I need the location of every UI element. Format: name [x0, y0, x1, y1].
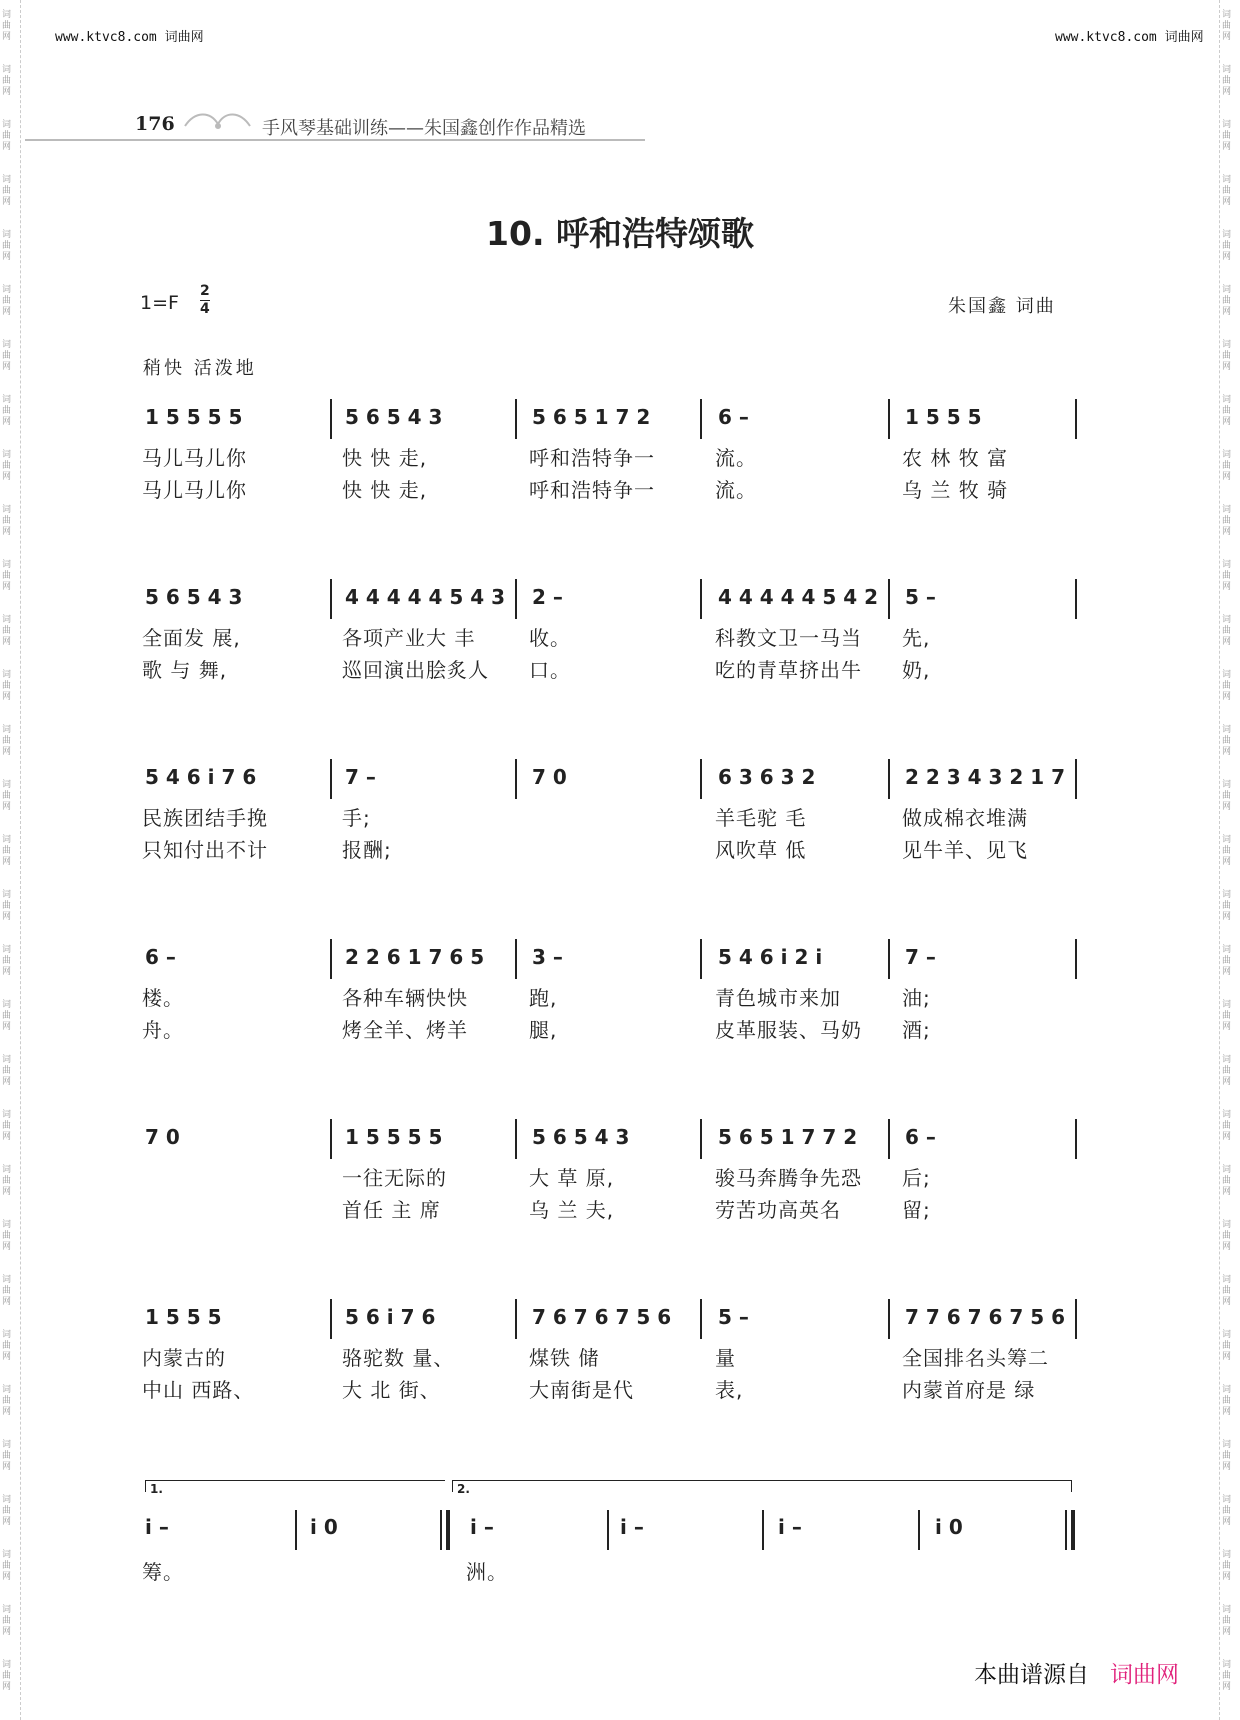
lyric-verse1: 后; — [902, 1166, 931, 1190]
lyric-verse2: 吃的青草挤出牛 — [715, 658, 862, 682]
barline — [700, 759, 702, 799]
side-watermark-text: 词曲网 — [1222, 1660, 1232, 1692]
score-system — [0, 405, 1240, 555]
measure-notes: 5 4 6 i 7 6 — [145, 765, 257, 789]
barline — [515, 579, 517, 619]
measure-notes: 7 0 — [532, 765, 567, 789]
barline — [515, 939, 517, 979]
ornament-icon — [180, 106, 260, 136]
side-watermark-text: 词曲网 — [2, 1550, 12, 1582]
side-watermark-text: 词曲网 — [2, 340, 12, 372]
measure-notes: 4 4 4 4 4 5 4 3 — [345, 585, 506, 609]
side-watermark-text: 词曲网 — [2, 120, 12, 152]
side-watermark-text: 词曲网 — [1222, 725, 1232, 757]
measure-notes: 5 – — [718, 1305, 749, 1329]
side-watermark-text: 词曲网 — [2, 1220, 12, 1252]
final-barline — [1065, 1510, 1067, 1550]
lyric-verse2: 口。 — [529, 658, 571, 682]
lyric-verse2: 呼和浩特争一 — [529, 478, 655, 502]
lyric-verse2: 皮革服装、马奶 — [715, 1018, 862, 1042]
side-watermark-text: 词曲网 — [1222, 1440, 1232, 1472]
barline — [918, 1510, 920, 1550]
lyric-verse2: 乌 兰 牧 骑 — [902, 478, 1009, 502]
measure-notes: 5 – — [905, 585, 936, 609]
side-watermark-text: 词曲网 — [1222, 1055, 1232, 1087]
lyric-verse1: 跑, — [529, 986, 558, 1010]
side-watermark-text: 词曲网 — [2, 285, 12, 317]
lyric-verse2: 乌 兰 夫, — [529, 1198, 615, 1222]
measure-notes: 2 2 3 4 3 2 1 7 — [905, 765, 1066, 789]
ending-measure: i – — [778, 1515, 802, 1539]
side-watermark-text: 词曲网 — [1222, 1000, 1232, 1032]
side-watermark-text: 词曲网 — [2, 10, 12, 42]
lyric-verse1: 量 — [715, 1346, 736, 1370]
lyric-verse1: 全面发 展, — [142, 626, 241, 650]
side-watermark-text: 词曲网 — [1222, 945, 1232, 977]
lyric-verse2: 腿, — [529, 1018, 558, 1042]
lyric-verse1: 民族团结手挽 — [142, 806, 268, 830]
measure-notes: 7 6 7 6 7 5 6 — [532, 1305, 672, 1329]
measure-notes: 1 5 5 5 5 — [345, 1125, 443, 1149]
lyric-verse1: 收。 — [529, 626, 571, 650]
watermark-top-right: www.ktvc8.com 词曲网 — [1055, 30, 1204, 45]
lyric-verse2: 奶, — [902, 658, 931, 682]
source-label: 本曲谱源自 — [974, 1662, 1089, 1688]
barline — [700, 1299, 702, 1339]
barline — [515, 1119, 517, 1159]
side-watermark-text: 词曲网 — [1222, 1550, 1232, 1582]
measure-notes: 2 – — [532, 585, 563, 609]
side-watermark-text: 词曲网 — [2, 1165, 12, 1197]
side-watermark-text: 词曲网 — [1222, 890, 1232, 922]
score-system — [0, 585, 1240, 735]
lyric-verse1: 骏马奔腾争先恐 — [715, 1166, 862, 1190]
measure-notes: 2 2 6 1 7 6 5 — [345, 945, 485, 969]
side-watermark-text: 词曲网 — [2, 1660, 12, 1692]
barline — [700, 399, 702, 439]
side-watermark-text: 词曲网 — [1222, 1165, 1232, 1197]
measure-notes: 5 4 6 i 2 i — [718, 945, 823, 969]
lyric-verse1: 流。 — [715, 446, 757, 470]
watermark-top-left: www.ktvc8.com 词曲网 — [55, 30, 204, 45]
side-watermark-text: 词曲网 — [1222, 1495, 1232, 1527]
barline — [762, 1510, 764, 1550]
barline — [1075, 939, 1077, 979]
lyric-verse2: 歌 与 舞, — [142, 658, 228, 682]
side-watermark-text: 词曲网 — [1222, 230, 1232, 262]
lyric-verse2: 报酬; — [342, 838, 392, 862]
lyric-verse2: 烤全羊、烤羊 — [342, 1018, 468, 1042]
ending-measure: i – — [620, 1515, 644, 1539]
lyric-verse2: 快 快 走, — [342, 478, 428, 502]
measure-notes: 7 0 — [145, 1125, 180, 1149]
side-watermark-text: 词曲网 — [2, 450, 12, 482]
ending-measure: i – — [470, 1515, 494, 1539]
side-watermark-text: 词曲网 — [2, 560, 12, 592]
side-watermark-text: 词曲网 — [2, 780, 12, 812]
source-site-link[interactable]: 词曲网 — [1110, 1662, 1179, 1688]
barline — [888, 1119, 890, 1159]
measure-notes: 5 6 i 7 6 — [345, 1305, 436, 1329]
lyric-verse1: 呼和浩特争一 — [529, 446, 655, 470]
barline — [1075, 1299, 1077, 1339]
measure-notes: 5 6 5 4 3 — [145, 585, 243, 609]
lyric-verse2: 流。 — [715, 478, 757, 502]
volta-1-label: 1. — [150, 1482, 163, 1496]
ending-measure: i – — [145, 1515, 169, 1539]
lyric-verse2: 舟。 — [142, 1018, 184, 1042]
side-watermark-text: 词曲网 — [1222, 10, 1232, 42]
lyric-verse2: 大 北 街、 — [342, 1378, 441, 1402]
barline — [295, 1510, 297, 1550]
side-watermark-text: 词曲网 — [1222, 505, 1232, 537]
repeat-barline-thick — [446, 1510, 450, 1550]
side-watermark-text: 词曲网 — [2, 615, 12, 647]
lyric-verse2: 首任 主 席 — [342, 1198, 441, 1222]
lyric-verse2: 马儿马儿你 — [142, 478, 247, 502]
measure-notes: 1 5 5 5 — [905, 405, 982, 429]
lyric-verse1: 马儿马儿你 — [142, 446, 247, 470]
side-watermark-text: 词曲网 — [2, 945, 12, 977]
score-system — [0, 1125, 1240, 1275]
lyric-verse2: 表, — [715, 1378, 744, 1402]
lyric-verse1: 煤铁 储 — [529, 1346, 600, 1370]
repeat-barline — [440, 1510, 442, 1550]
side-watermark-text: 词曲网 — [1222, 1330, 1232, 1362]
side-watermark-text: 词曲网 — [1222, 1385, 1232, 1417]
lyric-verse1: 手; — [342, 806, 371, 830]
measure-notes: 6 – — [718, 405, 749, 429]
lyric-verse2: 酒; — [902, 1018, 931, 1042]
barline — [515, 759, 517, 799]
volta-2-stem — [452, 1480, 453, 1492]
page-number: 176 — [135, 113, 175, 135]
side-watermark-text: 词曲网 — [2, 1440, 12, 1472]
final-barline-thick — [1071, 1510, 1075, 1550]
barline — [700, 579, 702, 619]
side-watermark-text: 词曲网 — [2, 1495, 12, 1527]
volta-2-end-stem — [1071, 1480, 1072, 1492]
side-watermark-text: 词曲网 — [2, 1330, 12, 1362]
side-watermark-text: 词曲网 — [1222, 65, 1232, 97]
barline — [888, 759, 890, 799]
lyric-verse2: 巡回演出脍炙人 — [342, 658, 489, 682]
measure-notes: 6 – — [905, 1125, 936, 1149]
book-title: 手风琴基础训练——朱国鑫创作作品精选 — [262, 118, 586, 139]
measure-notes: 3 – — [532, 945, 563, 969]
lyric-verse1: 内蒙古的 — [142, 1346, 226, 1370]
side-watermark-text: 词曲网 — [1222, 670, 1232, 702]
barline — [700, 1119, 702, 1159]
lyric-verse2: 中山 西路、 — [142, 1378, 255, 1402]
ending-lyric-2: 洲。 — [466, 1560, 508, 1584]
side-watermark-text: 词曲网 — [2, 670, 12, 702]
side-watermark-text: 词曲网 — [2, 1275, 12, 1307]
key-signature: 1=F — [140, 292, 179, 314]
barline — [888, 579, 890, 619]
measure-notes: 7 7 6 7 6 7 5 6 — [905, 1305, 1066, 1329]
lyric-verse1: 快 快 走, — [342, 446, 428, 470]
lyric-verse1: 青色城市来加 — [715, 986, 841, 1010]
side-watermark-text: 词曲网 — [2, 1605, 12, 1637]
side-watermark-text: 词曲网 — [1222, 1605, 1232, 1637]
side-watermark-text: 词曲网 — [2, 835, 12, 867]
lyric-verse2: 内蒙首府是 绿 — [902, 1378, 1036, 1402]
barline — [1075, 1119, 1077, 1159]
volta-1-bracket — [145, 1480, 445, 1481]
side-watermark-text: 词曲网 — [1222, 175, 1232, 207]
lyric-verse1: 油; — [902, 986, 931, 1010]
lyric-verse2: 风吹草 低 — [715, 838, 807, 862]
measure-notes: 5 6 5 1 7 2 — [532, 405, 651, 429]
lyric-verse1: 羊毛驼 毛 — [715, 806, 807, 830]
barline — [515, 399, 517, 439]
ending-measure: i 0 — [310, 1515, 338, 1539]
side-watermark-text: 词曲网 — [1222, 395, 1232, 427]
lyric-verse1: 全国排名头筹二 — [902, 1346, 1049, 1370]
lyric-verse1: 科教文卫一马当 — [715, 626, 862, 650]
side-watermark-text: 词曲网 — [2, 890, 12, 922]
side-watermark-text: 词曲网 — [2, 1055, 12, 1087]
barline — [330, 579, 332, 619]
lyric-verse1: 大 草 原, — [529, 1166, 615, 1190]
lyric-verse1: 骆驼数 量、 — [342, 1346, 455, 1370]
barline — [888, 399, 890, 439]
barline — [888, 1299, 890, 1339]
lyric-verse1: 各种车辆快快 — [342, 986, 468, 1010]
lyric-verse2: 劳苦功高英名 — [715, 1198, 841, 1222]
barline — [700, 939, 702, 979]
side-watermark-text: 词曲网 — [2, 175, 12, 207]
side-watermark-text: 词曲网 — [2, 1385, 12, 1417]
lyric-verse1: 楼。 — [142, 986, 184, 1010]
side-watermark-text: 词曲网 — [1222, 1110, 1232, 1142]
song-title: 10. 呼和浩特颂歌 — [486, 214, 754, 253]
lyric-verse1: 一往无际的 — [342, 1166, 447, 1190]
volta-2-label: 2. — [457, 1482, 470, 1496]
lyric-verse1: 农 林 牧 富 — [902, 446, 1009, 470]
ending-measure: i 0 — [935, 1515, 963, 1539]
header-rule — [25, 139, 645, 141]
barline — [330, 939, 332, 979]
side-watermark-text: 词曲网 — [2, 395, 12, 427]
measure-notes: 5 6 5 1 7 7 2 — [718, 1125, 858, 1149]
measure-notes: 1 5 5 5 — [145, 1305, 222, 1329]
tempo-marking: 稍快 活泼地 — [143, 358, 257, 379]
measure-notes: 1 5 5 5 5 — [145, 405, 243, 429]
side-watermark-text: 词曲网 — [1222, 1275, 1232, 1307]
ending-lyric-1: 筹。 — [142, 1560, 184, 1584]
side-watermark-text: 词曲网 — [1222, 780, 1232, 812]
barline — [1075, 759, 1077, 799]
side-watermark-text: 词曲网 — [2, 505, 12, 537]
side-watermark-text: 词曲网 — [2, 1110, 12, 1142]
barline — [888, 939, 890, 979]
lyric-verse1: 先, — [902, 626, 931, 650]
composer-credit: 朱国鑫 词曲 — [948, 296, 1056, 317]
barline — [607, 1510, 609, 1550]
volta-2-bracket — [452, 1480, 1072, 1481]
barline — [1075, 399, 1077, 439]
side-watermark-text: 词曲网 — [1222, 450, 1232, 482]
side-watermark-text: 词曲网 — [2, 1000, 12, 1032]
barline — [330, 759, 332, 799]
side-watermark-text: 词曲网 — [2, 65, 12, 97]
side-watermark-text: 词曲网 — [1222, 120, 1232, 152]
measure-notes: 7 – — [345, 765, 376, 789]
side-watermark-text: 词曲网 — [1222, 285, 1232, 317]
measure-notes: 5 6 5 4 3 — [532, 1125, 630, 1149]
measure-notes: 6 3 6 3 2 — [718, 765, 816, 789]
measure-notes: 7 – — [905, 945, 936, 969]
measure-notes: 5 6 5 4 3 — [345, 405, 443, 429]
side-watermark-text: 词曲网 — [1222, 560, 1232, 592]
lyric-verse1: 做成棉衣堆满 — [902, 806, 1028, 830]
barline — [1075, 579, 1077, 619]
side-watermark-text: 词曲网 — [1222, 1220, 1232, 1252]
time-signature: $\frac{2}{4}$ — [200, 283, 210, 317]
barline — [330, 399, 332, 439]
lyric-verse2: 大南街是代 — [529, 1378, 634, 1402]
lyric-verse2: 见牛羊、见飞 — [902, 838, 1028, 862]
side-watermark-text: 词曲网 — [2, 725, 12, 757]
lyric-verse2: 留; — [902, 1198, 931, 1222]
side-watermark-text: 词曲网 — [1222, 835, 1232, 867]
side-watermark-text: 词曲网 — [2, 230, 12, 262]
measure-notes: 6 – — [145, 945, 176, 969]
score-system — [0, 765, 1240, 915]
barline — [330, 1119, 332, 1159]
barline — [330, 1299, 332, 1339]
lyric-verse2: 只知付出不计 — [142, 838, 268, 862]
side-watermark-text: 词曲网 — [1222, 340, 1232, 372]
measure-notes: 4 4 4 4 4 5 4 2 — [718, 585, 879, 609]
score-system — [0, 945, 1240, 1095]
lyric-verse1: 各项产业大 丰 — [342, 626, 476, 650]
volta-1-stem — [145, 1480, 146, 1492]
barline — [515, 1299, 517, 1339]
score-system — [0, 1305, 1240, 1455]
side-watermark-text: 词曲网 — [1222, 615, 1232, 647]
